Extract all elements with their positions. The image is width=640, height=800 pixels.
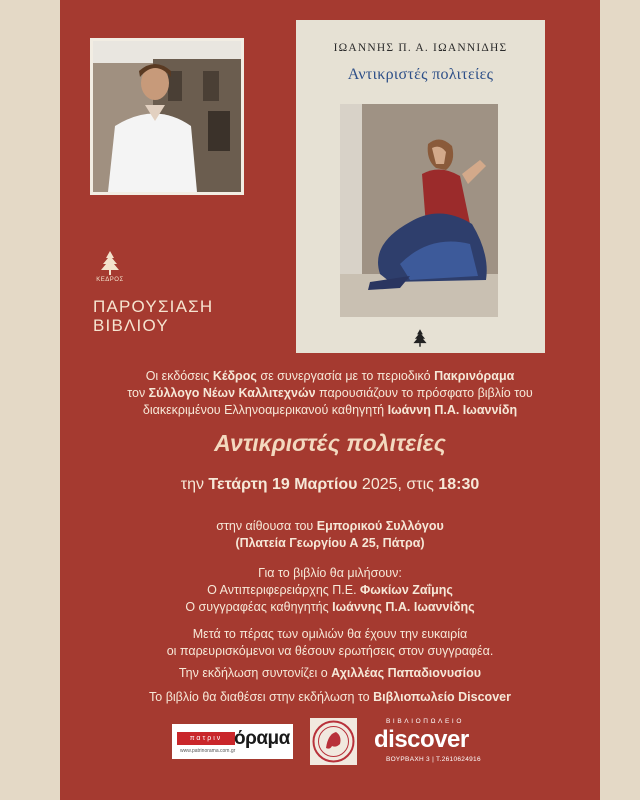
- speaker-1: Ο Αντιπεριφερειάρχης Π.Ε. Φωκίων Ζαΐμης: [207, 583, 453, 597]
- patrinorama-logo: [172, 724, 293, 759]
- event-date: την Τετάρτη 19 Μαρτίου 2025, στις 18:30: [180, 476, 480, 493]
- cover-painting: [340, 104, 498, 317]
- book-publisher-tree-icon: [412, 328, 428, 348]
- book-cover-title: Αντικριστές πολιτείες: [347, 66, 494, 83]
- left-border: [0, 0, 60, 800]
- qa-line-1: Μετά το πέρας των ομιλιών θα έχουν την ευκαιρία: [192, 627, 468, 641]
- right-border: [600, 0, 640, 800]
- venue-line: στην αίθουσα του Εμπορικού Συλλόγου: [216, 519, 444, 533]
- publisher-logo: [94, 250, 126, 283]
- book-presentation-heading: [93, 297, 213, 335]
- venue-address: (Πλατεία Γεωργίου Α 25, Πάτρα): [235, 536, 425, 550]
- event-title: Αντικριστές πολιτείες: [214, 430, 446, 456]
- publisher-logo-label: ΚΕΔΡΟΣ: [96, 277, 124, 283]
- author-photo: [90, 38, 244, 195]
- discover-bookstore-logo: [372, 718, 492, 768]
- patrinorama-logo-url: www.patrinorama.com.gr: [180, 748, 236, 754]
- tree-icon: [99, 250, 121, 276]
- coordinator-line: Την εκδήλωση συντονίζει ο Αχιλλέας Παπαδιονυσίου: [178, 666, 482, 680]
- discover-logo-name: discover: [374, 726, 469, 753]
- discover-logo-address: ΒΟΥΡΒΑΧΗ 3 | Τ.2610624916: [386, 756, 481, 763]
- intro-line-2: τον Σύλλογο Νέων Καλλιτεχνών παρουσιάζουν το πρόσφατο βιβλίο του: [127, 386, 533, 400]
- speakers-heading: Για το βιβλίο θα μιλήσουν:: [258, 566, 402, 580]
- patrinorama-logo-red-part: πατριν: [177, 732, 235, 745]
- speaker-2: Ο συγγραφέας καθηγητής Ιωάννης Π.Α. Ιωαννίδης: [185, 600, 475, 614]
- book-cover: [296, 20, 545, 353]
- young-artists-association-seal: [310, 718, 357, 765]
- intro-line-1: Οι εκδόσεις Κέδρος σε συνεργασία με το περιοδικό Πακρινόραμα: [145, 369, 515, 383]
- patrinorama-logo-word: όραμα: [234, 728, 290, 749]
- bookstore-line: Το βιβλίο θα διαθέσει στην εκδήλωση το Βιβλιοπωλείο Discover: [149, 690, 511, 704]
- discover-logo-top: ΒΙΒΛΙΟΠΩΛΕΙΟ: [386, 718, 464, 725]
- intro-line-3: διακεκριμένου Ελληνοαμερικανού καθηγητή Ιωάννη Π.Α. Ιωαννίδη: [142, 403, 518, 417]
- book-cover-author: ΙΩΑΝΝΗΣ Π. Α. ΙΩΑΝΝΙΔΗΣ: [333, 42, 508, 54]
- qa-line-2: οι παρευρισκόμενοι να θέσουν ερωτήσεις στον συγγραφέα.: [166, 644, 494, 658]
- presentation-line-1: ΠΑΡΟΥΣΙΑΣΗ: [93, 297, 214, 316]
- presentation-line-2: ΒΙΒΛΙΟΥ: [93, 316, 169, 335]
